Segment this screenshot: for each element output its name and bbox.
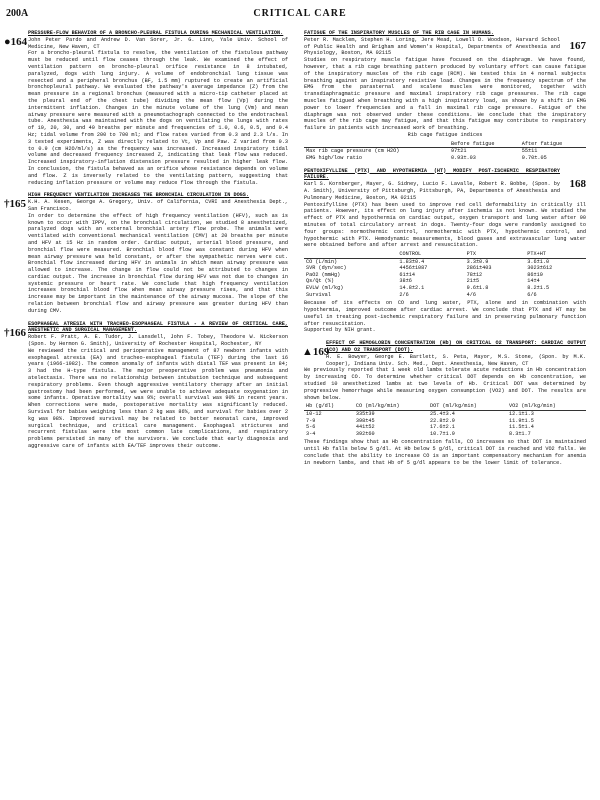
table-row: EVLW (ml/kg) 14.8±2.1 9.6±1.8 8.2±1.5: [306, 285, 550, 292]
abstract-title: PRESSURE-FLOW BEHAVIOR OF A BRONCHO-PLEURAL FISTULA DURING MECHANICAL VENTILATION.: [28, 30, 284, 36]
table-row: 3-4 392±60 10.7±1.9 8.3±1.7: [306, 430, 531, 437]
table-header: After fatigue: [520, 141, 586, 148]
table-row: Survival 2/6 4/6 6/6: [306, 291, 537, 298]
abstract-number: ▲169: [302, 346, 330, 359]
abstract-167: [304, 30, 586, 162]
abstract-number: †166: [4, 326, 26, 339]
left-column: [6, 30, 288, 456]
table-title: Rib cage fatigue indices: [407, 131, 483, 138]
table-row: CO (L/min) 1.83±0.4 3.3±0.9 3.6±1.0: [306, 258, 550, 265]
abstract-title: HIGH FREQUENCY VENTILATION INCREASES THE BRONCHIAL CIRCULATION IN DOGS.: [28, 192, 250, 199]
abstract-text: In order to determine the effect of high frequency ventilation (HFV), such as is known to occur with IPPV, on the bronchial circulation, we studied 8 anesthetized, paralyzed dogs with an external bronchial artery flow probe. The animals were ventilated with conventional mechanical ventilation (CMV) at 20 breaths per minute and HFV at 15 Hz in random order. Cardiac output, arterial blood pressure, and bronchial flow were measured. Bronchial blood flow was constant during HFV when mean airway pressure was held constant, or after the sympathetic nerves were cut. Bronchial flow increased during HFV in animals in which mean airway pressure was allowed to increase. The change in flow could not be attributed to changes in cardiac output. The increase in bronchial flow during HFV was not due to changes in systemic pressure or heart rate. We conclude that high frequency ventilation increases bronchial blood flow when mean airway pressure rises, and that this increase may be important in the maintenance of the airway mucosa. The slope of the relation between bronchial flow and airway pressure was greater during HFV than during CMV.: [28, 212, 288, 314]
page-title: CRITICAL CARE: [253, 8, 347, 19]
page-number: 200A: [6, 8, 29, 19]
abstract-conclusion: Because of its effects on CO and lung water, PTX, alone and in combination with hypothermia, improved outcome after cardiac arrest. We conclude that PTX and HT may be useful in treating post-ischemic respiratory failure and in preserving pulmonary function after resuscitation.: [304, 300, 586, 327]
abstract-168: [304, 168, 586, 335]
table-row: Qs/Qt (%) 38±6 21±5 14±4: [306, 278, 540, 285]
abstract-authors: John Peter Pardo and Andrew D. Van Sorer, Jr. G. Linn, Yale Univ. School of Medicine, New Haven, CT: [28, 36, 288, 50]
data-table: Hb (g/dl) CO (ml/kg/min) DOT (ml/kg/min) VO2 (ml/kg/min) 10-12 335±39 25.4±3.4 12.1±1.3 7-9 398±45 22.8±2.9 11.9±1.5 5-6 441±52 17.6±2.1 11.5±1.4 3-4 392±60 10.7±1.9 8.3±1.7: [304, 403, 586, 437]
abstract-title: PENTOXIFYLLINE (PTX) AND HYPOTHERMIA (HT) MODIFY POST-ISCHEMIC RESPIRATORY FAILURE.: [304, 167, 560, 181]
abstract-169: [304, 340, 586, 466]
abstract-conclusion: These findings show that as Hb concentration falls, CO increases so that DOT is maintained until Hb falls below 5 g/dl. At Hb below 5 g/dl, critical DOT is reached and VO2 falls. We conclude that the ability to increase CO is an important compensatory mechanism for anemia in newborn lambs, and that Hb of 5 g/dl appears to be the lower limit of tolerance.: [304, 439, 586, 466]
table-row: EMG high/low ratio 0.93±.03 0.70±.05: [306, 154, 547, 161]
abstract-text: Pentoxifylline (PTX) has been used to improve red cell deformability in critically ill patients. However, its effect on lung injury after ischemia is not known. We studied the effect of PTX and hypothermia on cardiac output, oxygen transport and lung water after 90 minutes of total circulatory arrest in dogs. Twenty-four dogs were randomly assigned to four groups: normothermic control, normothermic with PTX, hypothermic control, and hypothermic with PTX. Hemodynamic measurements, blood gases and extravascular lung water were obtained before and after arrest and resuscitation.: [304, 201, 586, 249]
abstract-text: Studies on respiratory muscle fatigue have focused on the diaphragm. We have found, however, that a rib cage breathing pattern produced by voluntary effort can cause fatigue of the inspiratory muscles of the rib cage (RCM). We tested this in 4 normal subjects breathing against an inspiratory resistive load. Changes in the frequency spectrum of the EMG from the parasternal and scalene muscles were monitored, together with transdiaphragmatic pressure and maximal inspiratory rib cage pressures. The rib cage muscles fatigued when breathing with a high inspiratory load, as shown by a shift in EMG power to lower frequencies and a fall in maximal rib cage pressure. Fatigue of the diaphragm was not observed under these conditions. We conclude that the inspiratory muscles of the rib cage may fatigue, and that this fatigue may contribute to respiratory failure in patients with increased work of breathing.: [304, 57, 586, 132]
abstract-title: ESOPHAGEAL ATRESIA WITH TRACHEO-ESOPHAGEAL FISTULA - A REVIEW OF CRITICAL CARE, ANESTHETIC AND SURGICAL MANAGEMENT.: [28, 320, 288, 334]
abstract-number: 168: [569, 177, 586, 190]
data-table: [304, 141, 586, 162]
table-row: PaO2 (mmHg) 61±14 78±12 86±10: [306, 271, 543, 278]
abstract-title: EFFECT OF HEMOGLOBIN CONCENTRATION (Hb) ON CRITICAL O2 TRANSPORT: CARDIAC OUTPUT (CO) AND O2 TRANSPORT (DOT).: [326, 340, 586, 354]
abstract-166: [6, 321, 288, 450]
support-note: Supported by NIH grant.: [304, 327, 376, 334]
abstract-title: FATIGUE OF THE INSPIRATORY MUSCLES OF THE RIB CAGE IN HUMANS.: [304, 30, 494, 36]
table-row: 5-6 441±52 17.6±2.1 11.5±1.4: [306, 424, 534, 431]
table-row: 7-9 398±45 22.8±2.9 11.9±1.5: [306, 417, 534, 424]
abstract-number: ●164: [4, 36, 28, 48]
abstract-text: For a broncho-pleural fistula to resolve, the ventilation of the fistulous pathway must be reduced until flow ceases through the leak. We examined the effect of ventilation pattern on broncho-pleural orifice resistance in 8 intubated, paralyzed, dogs with lung injury. A volume of endobronchial lung tissue was resected and a peripheral bronchus (BF, 1.5 mm) ruptured to create an artificial bronchopleural pathway. We evaluated the pathway's average impedance (Z) from the mean pressure in a regional bronchus (measured with a micro-tip catheter placed at the pleural end of the chest tube) dividing the mean flow (Vp) during the intermittent inflation. Changes in the minute volume of the lung (Vm) and mean airway pressure were measured with a pneumotachograph connected to the endotracheal tube. Anesthesia was maintained with the dogs on ventilating the lungs with rates of 10, 20, 30, and 40 breaths per minute and frequencies of 1.0, 0.6, 0.5, and 0.4 Hz; tidal volume from 200 to 700 ml; and flow rates varied from 0.3 and 2.3 l/s. In 3 tested experiments, Z was directly related to Vt, Vp and Paw. Z varied from 0.3 to 0.9 (cm H2O/ml/s) as the frequency was increased. Increased inspiratory tidal volume and decreased frequency increased Z, indicating that leak flow was reduced. Increased inspiratory-inflation distension pressure resulted in higher leak flow. In conclusion, the fistula behaved as an orifice whose resistance depends on volume and flow. Z is inversely related to the ventilating pattern, suggesting that reducing inflation pressure or volume may reduce flow through the fistula.: [28, 50, 288, 186]
abstract-authors: Robert F. Pratt, A. E. Tudor, J. Lansdell, John F. Tobey, Theodore W. Nickerson (Spon. by Hermon G. Smith), University of Rochester Hospital, Rochester, NY: [28, 334, 288, 348]
abstract-164: [6, 30, 288, 186]
page-header: [6, 8, 594, 22]
abstract-number: 167: [569, 40, 586, 52]
abstract-165: [6, 192, 288, 314]
table-row: SVR (dyn/sec) 4456±1087 2861±403 3023±612: [306, 265, 553, 272]
abstract-authors: H. E. Bowyer, George E. Bartlett, S. Peta, Mayor, M.S. Stone, (Spon. by M.K. Cooper), Indiana Univ. Sch. Med., Dept. Anesthesia, New Haven, CT: [326, 353, 586, 367]
table-header: Before fatigue: [449, 141, 520, 148]
data-table: CONTROL PTX PTX+HT CO (L/min) 1.83±0.4 3.3±0.9 3.6±1.0 SVR (dyn/sec) 4456±1087 2861±403 3023±612 PaO2 (mmHg) 61±14 78±12 86±10 Qs/Qt (%) 38±6 21±5 14±4 EVLW (ml/kg) 14.8±2.1 9.6±1.8 8.2±1.5 Survival 2/6 4/6 6/6: [304, 251, 586, 298]
table-row: Max rib cage pressure (cm H2O) 97±21 55±11: [306, 148, 538, 155]
abstract-authors: Karl S. Kornberger, Mayer, G. Sidney, Lucio F. Lavalle, Robert R. Bobbe, (Spon. by A. Smith), University of Pittsburgh, Pittsburgh, PA, Departments of Anesthesia and Pulmonary Medicine, Boston, MA 02115: [304, 181, 560, 201]
table-row: 10-12 335±39 25.4±3.4 12.1±1.3: [306, 411, 534, 417]
abstract-text: We reviewed the critical and perioperative management of 87 newborn infants with esophageal atresia (EA) and tracheo-esophageal fistula (TEF) during the last 16 years (1966-1982). The common anomaly of infants with distal TEF was present in 84; 3 had the H-type fistula. The major preoperative problem was pneumonia and atelectasis. There was no relationship between intubation technique and subsequent respiratory problems. Even though aggressive ventilatory therapy after an initial gastrostomy had been performed, we were unable to achieve adequate oxygenation in some infants. Operative mortality was 9%; overall survival was 90% in recent years. When corrections were made, postoperative mortality was significantly reduced. Survival for babies weighing less than 2 kg was 86%, and survival for babies over 2 kg was 98%. Improved survival may be related to better neonatal care, improved surgical technique, and critical care management. Esophageal strictures and recurrent fistulas were the most common late complications, and respiratory problems persisted in many of the survivors. We conclude that early diagnosis and aggressive care of infants with EA/TEF improves their outcome.: [28, 347, 288, 450]
abstract-number: †165: [4, 198, 26, 211]
abstract-authors: K.H. A. Kesen, George A. Gregory, Univ. of California, CVRI and Anesthesia Dept., San Francisco.: [28, 199, 288, 212]
table-header: [304, 141, 449, 148]
abstract-text: We previously reported that 1 week old lambs tolerate acute reductions in Hb concentration by increasing CO. To determine whether critical DOT depends on Hb concentration, we studied 10 anesthetized lambs at two levels of Hb. Critical DOT was determined by progressive hemorrhage while measuring oxygen consumption (VO2) and DOT. The results are shown below.: [304, 367, 586, 401]
right-column: [304, 30, 586, 473]
abstract-authors: Peter R. Macklem, Stephen H. Loring, Jere Mead, Lowell D. Woodson, Harvard School of Public Health and Brigham and Women's Hospital, Departments of Anesthesia and Physiology, Boston, MA 02115: [304, 36, 560, 57]
